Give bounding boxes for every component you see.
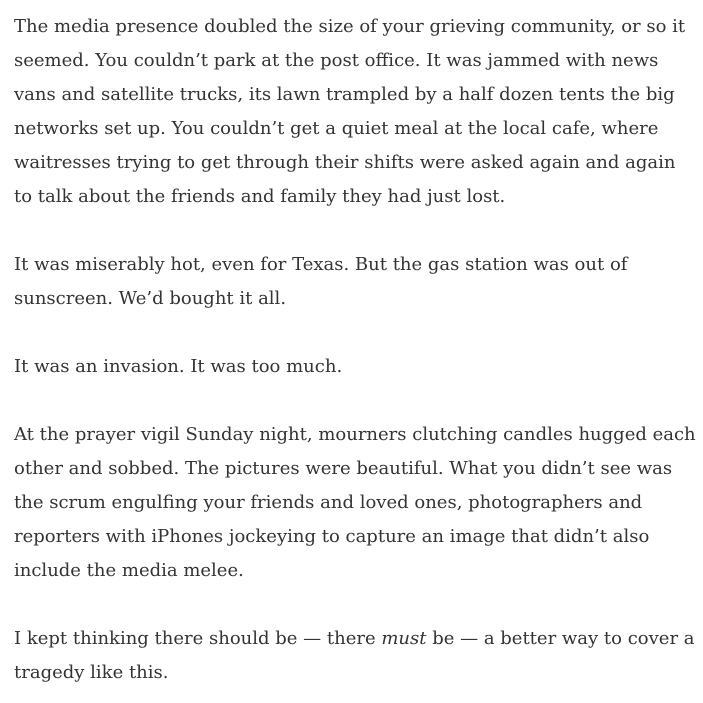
article-body bbox=[14, 10, 699, 690]
paragraph-hot-weather: It was miserably hot, even for Texas. But the gas station was out of sunscreen. We’d bought it all. bbox=[14, 254, 628, 309]
paragraph-prayer-vigil: At the prayer vigil Sunday night, mourners clutching candles hugged each other and sobbed. The pictures were beautiful. What you didn’t see was the scrum engulfing your friends and loved ones, photographers and reporters with iPhones jockeying to capture an image that didn’t also include the media melee. bbox=[14, 424, 696, 581]
better-way-text-start: I kept thinking there should be — there bbox=[14, 628, 382, 649]
better-way-text-end: be — a better way to cover a tragedy like this. bbox=[14, 628, 695, 683]
paragraph-invasion: It was an invasion. It was too much. bbox=[14, 356, 343, 377]
paragraph-better-way bbox=[14, 622, 699, 690]
paragraph-media-presence: The media presence doubled the size of your grieving community, or so it seemed. You couldn’t park at the post office. It was jammed with news vans and satellite trucks, its lawn trampled by a half dozen tents the big networks set up. You couldn’t get a quiet meal at the local cafe, where waitresses trying to get through their shifts were asked again and again to talk about the friends and family they had just lost. bbox=[14, 16, 686, 207]
emphasis-must: must bbox=[381, 628, 427, 649]
